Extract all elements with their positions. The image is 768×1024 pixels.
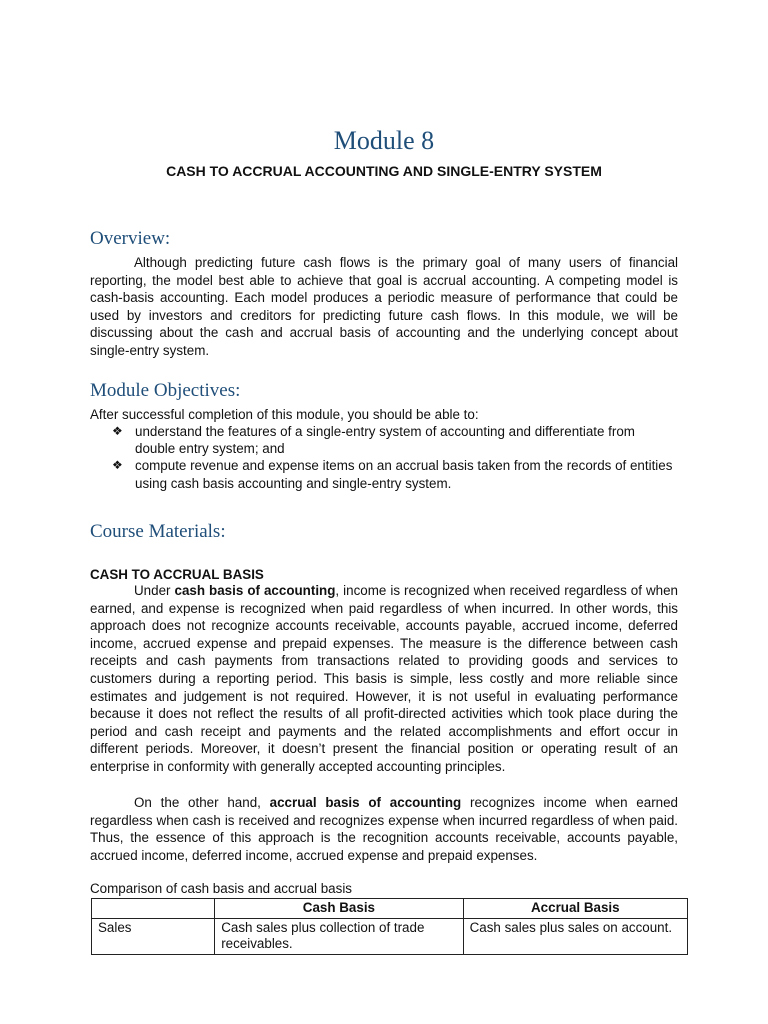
table-row xyxy=(92,918,688,954)
cash-basis-term: cash basis of accounting xyxy=(174,583,336,598)
objectives-list xyxy=(90,423,678,492)
objective-item xyxy=(90,457,678,491)
table-cell: Cash sales plus collection of trade receivables. xyxy=(215,918,463,954)
objective-item xyxy=(90,423,678,457)
module-title: Module 8 xyxy=(333,126,435,155)
objectives-heading: Module Objectives: xyxy=(90,380,241,401)
objective-text: understand the features of a single-entry system of accounting and differentiate from double entry system; and xyxy=(135,424,635,457)
overview-paragraph: Although predicting future cash flows is the primary goal of many users of financial reporting, the model best able to achieve that goal is accrual accounting. A competing model is cash-basis accounting. Each model produces a periodic measure of performance that could be used by investors and creditors for predicting future cash flows. In this module, we will be discussing about the cash and accrual basis of accounting and the underlying concept about single-entry system. xyxy=(90,255,678,358)
comparison-table xyxy=(91,898,688,955)
p2-text-post: recognizes income when earned regardless when cash is received and recognizes expense when incurred regardless of when paid. Thus, the essence of this approach is the recognition accounts receivable, accounts payable, accrued income, deferred income, accrued expense and prepaid expenses. xyxy=(90,795,678,863)
p1-text-pre: Under xyxy=(134,583,175,598)
overview-heading: Overview: xyxy=(90,228,171,249)
table-cell: Cash sales plus sales on account. xyxy=(463,918,687,954)
table-caption: Comparison of cash basis and accrual basis xyxy=(90,881,352,896)
diamond-bullet-icon: ❖ xyxy=(112,424,123,438)
section-title: CASH TO ACCRUAL BASIS xyxy=(90,567,264,582)
cash-basis-paragraph xyxy=(90,582,678,776)
diamond-bullet-icon: ❖ xyxy=(112,458,123,473)
accrual-basis-term: accrual basis of accounting xyxy=(269,795,462,810)
table-cell: Sales xyxy=(92,918,215,954)
accrual-basis-paragraph xyxy=(90,794,678,864)
table-header-cell: Cash Basis xyxy=(215,899,463,919)
table-header-cell xyxy=(92,899,215,919)
objectives-intro: After successful completion of this module, you should be able to: xyxy=(90,407,479,422)
course-materials-heading: Course Materials: xyxy=(90,521,226,542)
module-subtitle: CASH TO ACCRUAL ACCOUNTING AND SINGLE-ENTRY SYSTEM xyxy=(166,163,602,179)
table-header-row xyxy=(92,899,688,919)
p1-text-post: , income is recognized when received regardless of when earned, and expense is recognized when paid regardless of when incurred. In other words, this approach does not recognize accounts receivable, accounts payable, accrued income, deferred income, accrued expense and prepaid expenses. The measure is the difference between cash receipts and cash payments from transactions related to providing goods and services to customers during a reporting period. This basis is simple, less costly and more reliable since estimates and judgement is not required. However, it is not useful in evaluating performance because it does not reflect the results of all profit-directed activities which took place during the period and cash receipt and payments and the related accomplishments and effort occur in different periods. Moreover, it doesn’t present the financial position or operating result of an enterprise in conformity with generally accepted accounting principles. xyxy=(90,583,678,774)
p2-text-pre: On the other hand, xyxy=(134,795,270,810)
table-header-cell: Accrual Basis xyxy=(463,899,687,919)
objective-text: compute revenue and expense items on an accrual basis taken from the records of entities using cash basis accounting and single-entry system. xyxy=(135,458,673,491)
